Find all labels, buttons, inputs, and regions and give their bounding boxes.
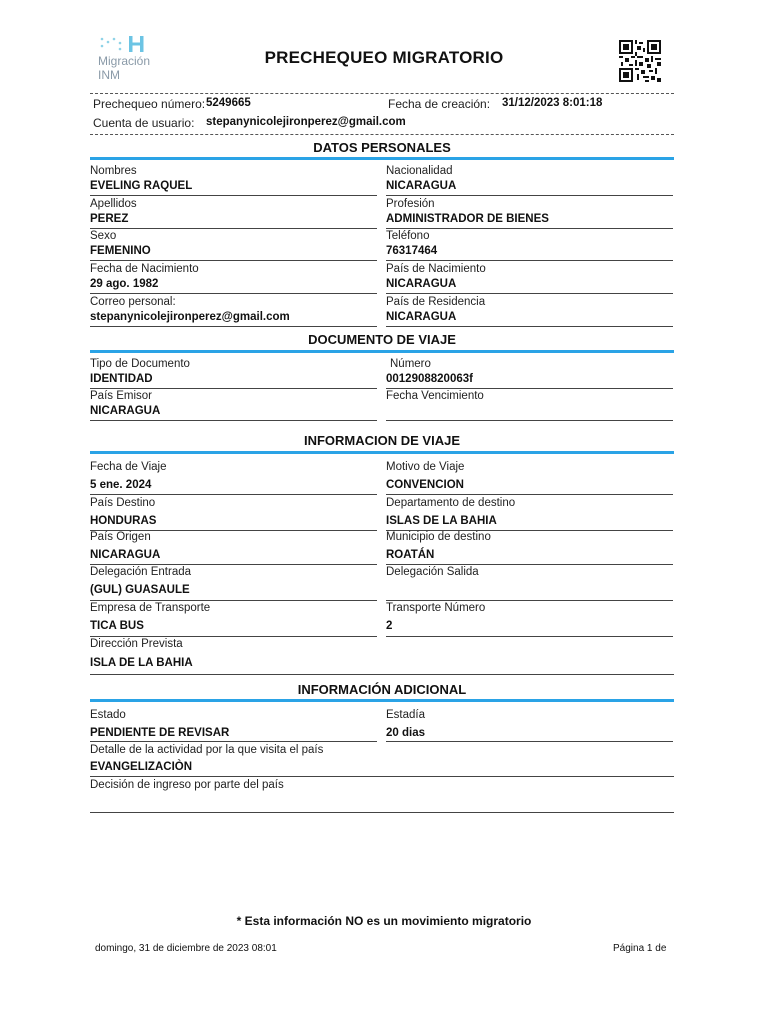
field-correo xyxy=(90,295,377,327)
field-label: Teléfono xyxy=(386,230,430,242)
divider xyxy=(90,93,674,94)
field-numero-documento xyxy=(386,357,673,389)
field-apellidos xyxy=(90,197,377,229)
field-value: ROATÁN xyxy=(386,549,435,561)
field-delegacion-salida xyxy=(386,565,673,601)
section-title-datos-personales: DATOS PERSONALES xyxy=(313,140,451,155)
qr-code-icon xyxy=(619,40,661,82)
field-transporte-numero xyxy=(386,601,673,637)
section-accent-line xyxy=(90,157,674,160)
field-label: Sexo xyxy=(90,230,117,242)
prechequeo-number-label: Prechequeo número: xyxy=(93,97,206,111)
field-detalle-actividad xyxy=(90,743,674,777)
field-value: 2 xyxy=(386,620,393,632)
field-label: Estado xyxy=(90,709,126,721)
section-accent-line xyxy=(90,350,674,353)
user-account-value: stepanynicolejironperez@gmail.com xyxy=(206,116,406,128)
field-estado xyxy=(90,708,377,742)
field-label: Profesión xyxy=(386,198,435,210)
field-label: Empresa de Transporte xyxy=(90,602,211,614)
footer-page-number: Página 1 de xyxy=(613,943,667,954)
field-value: NICARAGUA xyxy=(386,311,457,323)
field-label: Nacionalidad xyxy=(386,165,453,177)
field-fecha-vencimiento xyxy=(386,389,673,421)
field-telefono xyxy=(386,229,673,261)
field-value: ISLAS DE LA BAHIA xyxy=(386,515,497,527)
field-label: País de Nacimiento xyxy=(386,263,486,275)
field-label: País Origen xyxy=(90,531,151,543)
field-municipio-destino xyxy=(386,530,673,565)
field-label: Fecha de Nacimiento xyxy=(90,263,199,275)
user-account-label: Cuenta de usuario: xyxy=(93,116,195,130)
field-label: Tipo de Documento xyxy=(90,358,190,370)
field-value: 0012908820063f xyxy=(386,373,473,385)
field-label: Delegación Salida xyxy=(386,566,479,578)
field-label: Transporte Número xyxy=(386,602,486,614)
field-direccion-prevista xyxy=(90,637,674,675)
field-value: (GUL) GUASAULE xyxy=(90,584,190,596)
field-label: País de Residencia xyxy=(386,296,486,308)
field-value: HONDURAS xyxy=(90,515,157,527)
field-value: NICARAGUA xyxy=(90,549,161,561)
field-pais-origen xyxy=(90,530,377,565)
section-accent-line xyxy=(90,451,674,454)
field-value: stepanynicolejironperez@gmail.com xyxy=(90,311,290,323)
footer-print-date: domingo, 31 de diciembre de 2023 08:01 xyxy=(95,943,277,954)
footer-disclaimer: * Esta información NO es un movimiento migratorio xyxy=(236,914,532,928)
field-value: TICA BUS xyxy=(90,620,144,632)
field-label: País Emisor xyxy=(90,390,152,402)
field-value: EVANGELIZACIÒN xyxy=(90,761,193,773)
field-value: NICARAGUA xyxy=(386,180,457,192)
field-value: FEMENINO xyxy=(90,245,151,257)
field-sexo xyxy=(90,229,377,261)
field-empresa-transporte xyxy=(90,601,377,637)
field-value: 29 ago. 1982 xyxy=(90,278,159,290)
section-title-documento-viaje: DOCUMENTO DE VIAJE xyxy=(308,332,456,347)
logo-text-inm: INM xyxy=(98,68,120,82)
field-label: Correo personal: xyxy=(90,296,176,308)
field-label: Delegación Entrada xyxy=(90,566,192,578)
field-value: IDENTIDAD xyxy=(90,373,153,385)
field-profesion xyxy=(386,197,673,229)
field-value: ADMINISTRADOR DE BIENES xyxy=(386,213,549,225)
field-label: Dirección Prevista xyxy=(90,638,183,650)
field-value: NICARAGUA xyxy=(386,278,457,290)
field-fecha-nacimiento xyxy=(90,262,377,294)
field-label: Número xyxy=(390,358,431,370)
page-title: PRECHEQUEO MIGRATORIO xyxy=(264,48,504,67)
field-value: PENDIENTE DE REVISAR xyxy=(90,727,230,739)
field-value: 20 dias xyxy=(386,727,425,739)
field-value: NICARAGUA xyxy=(90,405,161,417)
field-value: ISLA DE LA BAHIA xyxy=(90,657,193,669)
creation-date-label: Fecha de creación: xyxy=(388,97,491,111)
field-value xyxy=(386,403,673,419)
logo-text-migracion: Migración xyxy=(98,54,151,68)
section-title-informacion-viaje: INFORMACION DE VIAJE xyxy=(303,433,460,448)
field-motivo-viaje xyxy=(386,460,673,495)
field-pais-emisor xyxy=(90,389,377,421)
field-value: 76317464 xyxy=(386,245,438,257)
field-estadia xyxy=(386,708,673,742)
field-label: Municipio de destino xyxy=(386,531,491,543)
field-label: Decisión de ingreso por parte del país xyxy=(90,779,284,791)
field-value: PEREZ xyxy=(90,213,129,225)
field-value xyxy=(386,582,673,598)
field-nombres xyxy=(90,164,377,196)
field-label: País Destino xyxy=(90,497,156,509)
field-value xyxy=(90,792,674,808)
prechequeo-number-value: 5249665 xyxy=(206,97,251,109)
field-label: Estadía xyxy=(386,709,425,721)
field-label: Nombres xyxy=(90,165,137,177)
field-label: Fecha Vencimiento xyxy=(386,390,484,402)
field-nacionalidad xyxy=(386,164,673,196)
field-label: Departamento de destino xyxy=(386,497,516,509)
field-label: Motivo de Viaje xyxy=(386,461,465,473)
field-delegacion-entrada xyxy=(90,565,377,601)
field-value: 5 ene. 2024 xyxy=(90,479,152,491)
field-fecha-viaje xyxy=(90,460,377,495)
field-departamento-destino xyxy=(386,496,673,531)
section-accent-line xyxy=(90,699,674,702)
field-value: CONVENCION xyxy=(386,479,464,491)
divider xyxy=(90,134,674,135)
section-title-informacion-adicional: INFORMACIÓN ADICIONAL xyxy=(297,682,467,697)
field-value: EVELING RAQUEL xyxy=(90,180,193,192)
creation-date-value: 31/12/2023 8:01:18 xyxy=(502,97,603,109)
field-decision-ingreso xyxy=(90,778,674,813)
field-label: Apellidos xyxy=(90,198,137,210)
field-label: Fecha de Viaje xyxy=(90,461,167,473)
field-tipo-documento xyxy=(90,357,377,389)
field-pais-nacimiento xyxy=(386,262,673,294)
field-pais-destino xyxy=(90,496,377,531)
field-pais-residencia xyxy=(386,295,673,327)
field-label: Detalle de la actividad por la que visita el país xyxy=(90,744,324,756)
